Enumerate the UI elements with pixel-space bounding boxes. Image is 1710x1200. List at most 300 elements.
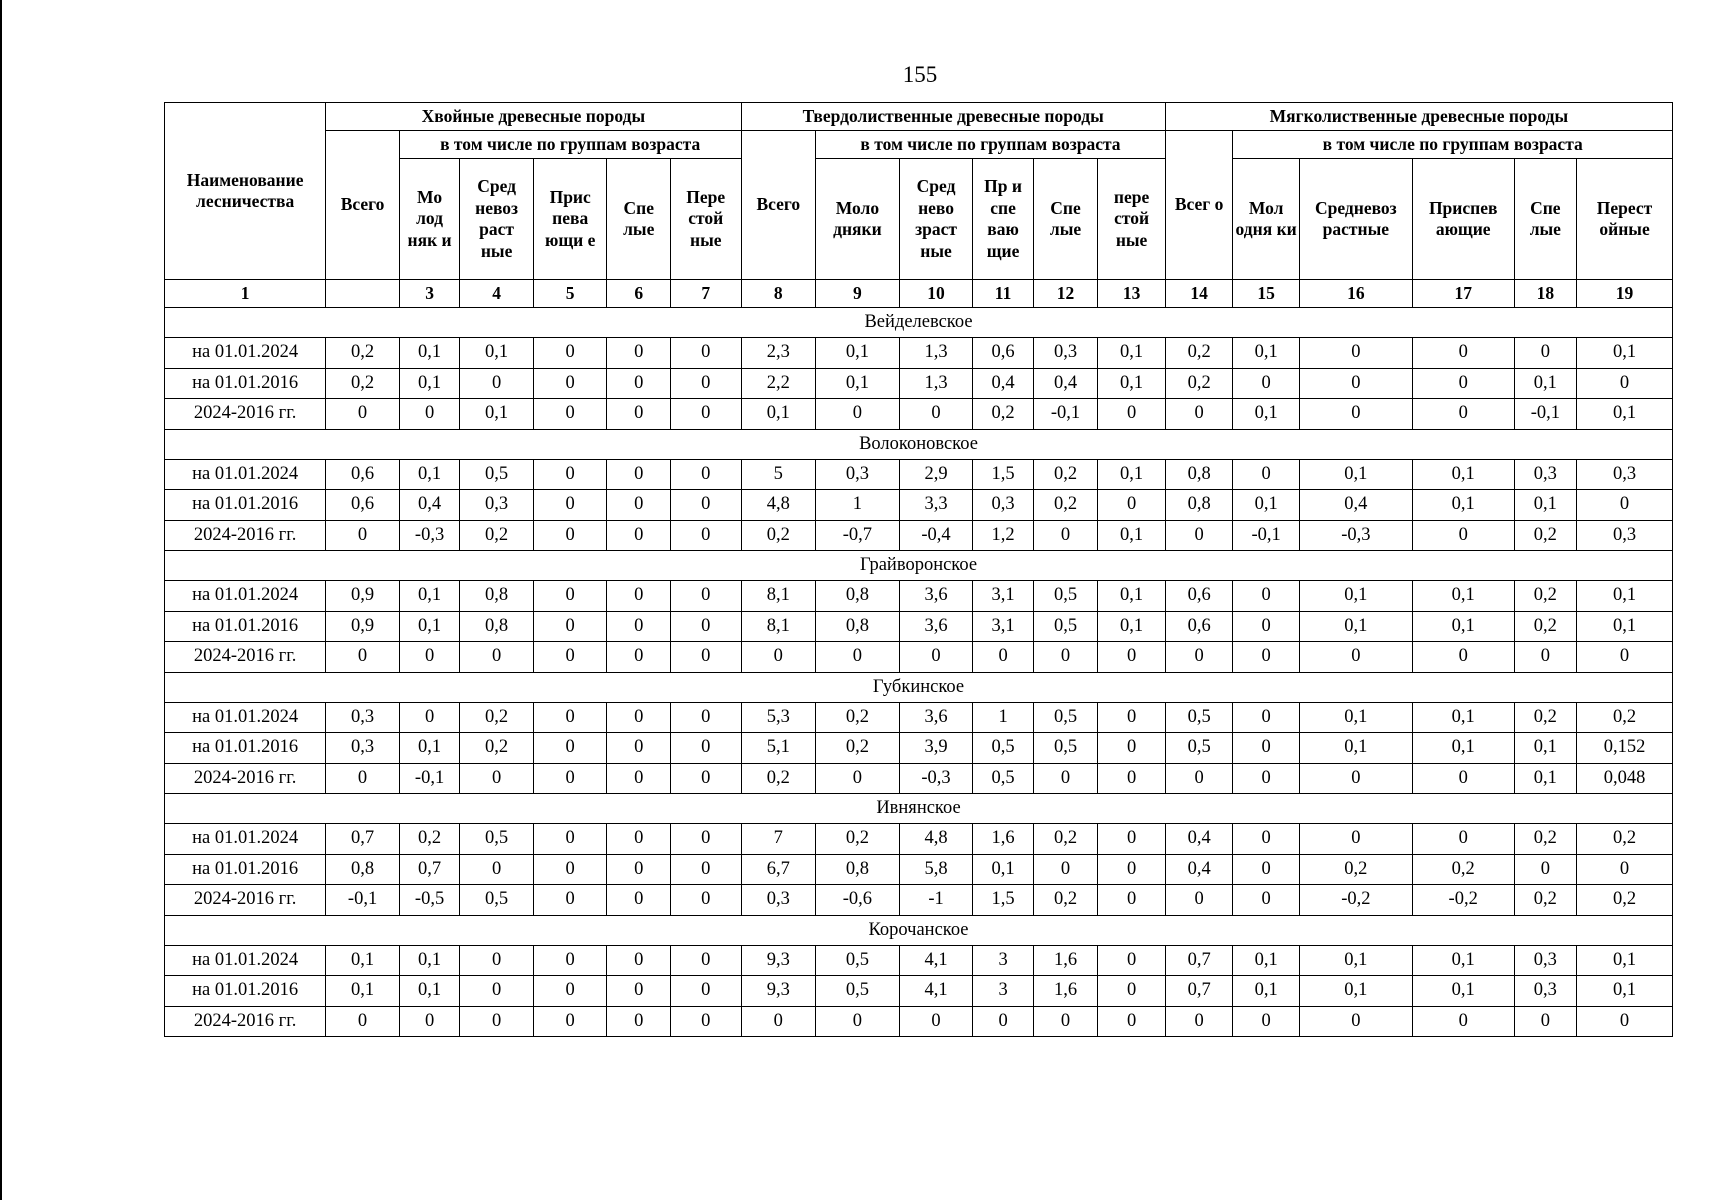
col-number: 9	[816, 280, 900, 308]
table-cell: 0	[1233, 854, 1300, 885]
table-cell: 0	[973, 1006, 1033, 1037]
table-cell: 0,2	[816, 702, 900, 733]
table-cell: 0,1	[1299, 459, 1412, 490]
table-cell: -0,7	[816, 520, 900, 551]
col-number: 6	[607, 280, 671, 308]
table-cell: 0	[1233, 733, 1300, 764]
table-cell: 0	[670, 490, 741, 521]
table-cell: 0	[607, 733, 671, 764]
row-label: на 01.01.2016	[165, 368, 326, 399]
table-cell: 0,6	[326, 490, 400, 521]
table-cell: 0,1	[1233, 945, 1300, 976]
table-cell: 0	[460, 854, 534, 885]
table-cell: 0,2	[1514, 611, 1576, 642]
table-cell: 0	[1412, 1006, 1514, 1037]
table-cell: -0,3	[899, 763, 973, 794]
section-row	[165, 551, 1673, 581]
table-cell: 0	[1412, 642, 1514, 673]
table-cell: -0,6	[816, 885, 900, 916]
table-cell: 0	[1098, 763, 1166, 794]
table-cell: 0	[1098, 702, 1166, 733]
table-cell: 0,8	[816, 611, 900, 642]
table-cell: 0,7	[1165, 945, 1233, 976]
table-cell: 0	[533, 824, 607, 855]
table-cell: 0	[533, 459, 607, 490]
table-cell: 0,1	[1098, 611, 1166, 642]
table-cell: 0	[607, 945, 671, 976]
table-row	[165, 945, 1673, 976]
row-label: 2024-2016 гг.	[165, 642, 326, 673]
table-cell: 1,6	[973, 824, 1033, 855]
row-label: на 01.01.2024	[165, 338, 326, 369]
table-cell: 1,3	[899, 368, 973, 399]
table-cell: 0	[1098, 490, 1166, 521]
table-cell: 0	[533, 611, 607, 642]
table-cell: 0,8	[816, 581, 900, 612]
table-cell: 1	[973, 702, 1033, 733]
table-cell: 0	[1514, 642, 1576, 673]
table-cell: 0,5	[460, 824, 534, 855]
table-cell: 0	[670, 854, 741, 885]
table-cell: 2,9	[899, 459, 973, 490]
row-label: на 01.01.2016	[165, 733, 326, 764]
table-cell: 0	[1233, 763, 1300, 794]
col-header-conifer-age-1: Мо лод няк и	[399, 159, 459, 280]
table-row	[165, 338, 1673, 369]
row-label: 2024-2016 гг.	[165, 1006, 326, 1037]
table-cell: 0	[899, 399, 973, 430]
table-cell: 0	[460, 642, 534, 673]
row-label: на 01.01.2024	[165, 581, 326, 612]
section-title: Ивнянское	[165, 794, 1673, 824]
table-cell: 0	[533, 976, 607, 1007]
table-cell: 0,5	[1033, 733, 1098, 764]
table-cell: 0	[1098, 854, 1166, 885]
table-cell: 0	[1165, 763, 1233, 794]
table-cell: 0	[607, 976, 671, 1007]
table-cell: 0	[1412, 763, 1514, 794]
table-cell: 0,3	[1033, 338, 1098, 369]
table-cell: 0	[1233, 702, 1300, 733]
row-label: на 01.01.2016	[165, 854, 326, 885]
table-cell: 0,1	[1412, 490, 1514, 521]
table-cell: 0	[326, 520, 400, 551]
col-header-conifer-age-4: Спе лые	[607, 159, 671, 280]
table-cell: 0,1	[399, 459, 459, 490]
col-number: 3	[399, 280, 459, 308]
table-cell: 0	[1165, 885, 1233, 916]
col-header-softwood-age-1: Мол одня ки	[1233, 159, 1300, 280]
table-cell: 0	[670, 338, 741, 369]
table-cell: 0	[460, 1006, 534, 1037]
table-cell: 0	[816, 399, 900, 430]
table-cell: 0	[399, 399, 459, 430]
table-cell: 0,1	[1299, 976, 1412, 1007]
table-cell: 0,3	[326, 702, 400, 733]
table-cell: 0,1	[1098, 581, 1166, 612]
table-cell: 0	[816, 1006, 900, 1037]
table-cell: 0,1	[1299, 733, 1412, 764]
table-cell: -0,2	[1299, 885, 1412, 916]
table-cell: 0,048	[1577, 763, 1673, 794]
table-cell: 0	[607, 581, 671, 612]
table-cell: 0,2	[816, 824, 900, 855]
table-cell: 0,2	[1514, 520, 1576, 551]
table-cell: 0,5	[460, 885, 534, 916]
col-header-softwood-age-2: Средневоз растные	[1299, 159, 1412, 280]
table-cell: 0	[1233, 611, 1300, 642]
table-cell: 0	[1412, 520, 1514, 551]
table-cell: 0,1	[1577, 945, 1673, 976]
table-cell: 0	[533, 733, 607, 764]
table-cell: 0,1	[1233, 399, 1300, 430]
table-cell: 0,1	[326, 976, 400, 1007]
table-cell: 0,2	[741, 520, 816, 551]
table-cell: 0,5	[460, 459, 534, 490]
table-cell: 0,2	[1165, 368, 1233, 399]
table-cell: 4,1	[899, 976, 973, 1007]
col-number: 4	[460, 280, 534, 308]
table-cell: 0,1	[1233, 338, 1300, 369]
table-cell: 0	[1098, 976, 1166, 1007]
table-cell: 0,1	[1299, 581, 1412, 612]
table-cell: 0,4	[973, 368, 1033, 399]
col-number: 12	[1033, 280, 1098, 308]
col-header-total-softwood: Всег о	[1165, 131, 1233, 280]
table-cell: 0,1	[1514, 368, 1576, 399]
table-row	[165, 824, 1673, 855]
table-cell: 0,1	[1098, 368, 1166, 399]
table-cell: 0	[1098, 1006, 1166, 1037]
table-cell: 0	[607, 702, 671, 733]
table-cell: 0	[1577, 490, 1673, 521]
table-cell: 0,7	[326, 824, 400, 855]
table-cell: 0	[670, 885, 741, 916]
table-cell: 0,8	[326, 854, 400, 885]
table-cell: 0	[1514, 338, 1576, 369]
table-cell: 0	[1412, 824, 1514, 855]
table-cell: 0	[670, 824, 741, 855]
table-cell: 0	[533, 1006, 607, 1037]
table-cell: -0,1	[326, 885, 400, 916]
table-cell: 0,2	[1033, 490, 1098, 521]
col-header-conifer-age-3: Прис пева ющи е	[533, 159, 607, 280]
table-row	[165, 520, 1673, 551]
table-cell: 0,1	[1412, 611, 1514, 642]
table-cell: 0	[1033, 854, 1098, 885]
table-cell: 0	[1098, 824, 1166, 855]
table-cell: 0	[1577, 368, 1673, 399]
table-cell: 0,2	[1514, 581, 1576, 612]
table-cell: 0,1	[399, 945, 459, 976]
table-cell: 0,1	[1514, 733, 1576, 764]
col-header-hardwood-age-2: Сред нево зраст ные	[899, 159, 973, 280]
table-cell: -0,2	[1412, 885, 1514, 916]
table-row	[165, 1006, 1673, 1037]
table-cell: 1,6	[1033, 976, 1098, 1007]
table-cell: 0	[1299, 642, 1412, 673]
table-row	[165, 399, 1673, 430]
table-row	[165, 763, 1673, 794]
table-cell: 0,3	[460, 490, 534, 521]
table-cell: 0,2	[1514, 702, 1576, 733]
section-title: Корочанское	[165, 915, 1673, 945]
table-cell: 0,1	[1412, 945, 1514, 976]
table-cell: 3,9	[899, 733, 973, 764]
table-cell: 0,2	[1514, 824, 1576, 855]
table-cell: 0	[899, 1006, 973, 1037]
table-row	[165, 642, 1673, 673]
table-cell: 0	[1299, 1006, 1412, 1037]
table-cell: 0,4	[399, 490, 459, 521]
table-cell: 0,3	[816, 459, 900, 490]
table-cell: 0,2	[1033, 824, 1098, 855]
table-cell: 0	[607, 338, 671, 369]
table-cell: 0,1	[816, 368, 900, 399]
table-cell: 0	[1233, 642, 1300, 673]
table-cell: 0	[1098, 733, 1166, 764]
group-header-conifer: Хвойные древесные породы	[326, 103, 741, 131]
table-cell: 0	[741, 1006, 816, 1037]
table-cell: 0,6	[1165, 611, 1233, 642]
table-cell: 0,1	[460, 399, 534, 430]
table-cell: 0,6	[1165, 581, 1233, 612]
table-cell: 7	[741, 824, 816, 855]
table-cell: 0	[1033, 642, 1098, 673]
table-cell: 3,3	[899, 490, 973, 521]
table-cell: 0,1	[1412, 581, 1514, 612]
table-cell: 0	[670, 945, 741, 976]
table-cell: 0,152	[1577, 733, 1673, 764]
table-cell: 0,3	[1514, 945, 1576, 976]
col-number: 1	[165, 280, 326, 308]
col-number: 13	[1098, 280, 1166, 308]
table-cell: 1,3	[899, 338, 973, 369]
col-number: 7	[670, 280, 741, 308]
table-cell: 0,5	[816, 945, 900, 976]
table-cell: 0,3	[1577, 459, 1673, 490]
table-cell: 0	[899, 642, 973, 673]
table-cell: -0,1	[1514, 399, 1576, 430]
table-cell: 0	[816, 763, 900, 794]
col-number	[326, 280, 400, 308]
table-cell: 0,6	[326, 459, 400, 490]
table-cell: 0,1	[1299, 945, 1412, 976]
table-cell: 0	[1098, 399, 1166, 430]
table-cell: 0	[460, 945, 534, 976]
table-cell: 0,8	[816, 854, 900, 885]
table-cell: 0,2	[1033, 885, 1098, 916]
table-cell: 0	[1577, 1006, 1673, 1037]
table-cell: 0,1	[1098, 338, 1166, 369]
table-cell: 0	[1165, 642, 1233, 673]
table-cell: 0	[670, 976, 741, 1007]
table-cell: 0,4	[1165, 824, 1233, 855]
table-cell: 0,1	[1577, 338, 1673, 369]
table-cell: 0	[1412, 368, 1514, 399]
col-number: 17	[1412, 280, 1514, 308]
table-cell: 0,5	[1033, 611, 1098, 642]
table-cell: 0	[607, 611, 671, 642]
section-row	[165, 308, 1673, 338]
col-number: 10	[899, 280, 973, 308]
col-header-name: Наименование лесничества	[165, 103, 326, 280]
table-cell: 0	[1098, 642, 1166, 673]
table-cell: 0	[1233, 368, 1300, 399]
page-number: 155	[902, 62, 938, 87]
table-cell: 1,5	[973, 885, 1033, 916]
table-cell: 0	[1098, 945, 1166, 976]
table-cell: 0,1	[1233, 976, 1300, 1007]
table-cell: 0,1	[816, 338, 900, 369]
table-cell: 0,1	[1577, 611, 1673, 642]
table-cell: 3	[973, 976, 1033, 1007]
table-cell: -0,3	[1299, 520, 1412, 551]
table-cell: 0	[607, 399, 671, 430]
section-title: Губкинское	[165, 672, 1673, 702]
section-row	[165, 794, 1673, 824]
row-label: 2024-2016 гг.	[165, 399, 326, 430]
table-cell: 0	[607, 763, 671, 794]
col-header-softwood-age-5: Перест ойные	[1577, 159, 1673, 280]
table-cell: 0	[460, 976, 534, 1007]
table-cell: 0	[1233, 581, 1300, 612]
table-cell: 0,6	[973, 338, 1033, 369]
section-title: Грайворонское	[165, 551, 1673, 581]
table-cell: 0	[533, 854, 607, 885]
table-cell: 0,2	[1412, 854, 1514, 885]
table-cell: 0	[1098, 885, 1166, 916]
table-cell: 0,1	[1098, 520, 1166, 551]
col-number: 16	[1299, 280, 1412, 308]
subgroup-header-hardwood: в том числе по группам возраста	[816, 131, 1166, 159]
table-cell: 0,3	[1514, 976, 1576, 1007]
table-cell: 0	[1299, 368, 1412, 399]
table-row	[165, 885, 1673, 916]
section-title: Волоконовское	[165, 429, 1673, 459]
table-cell: 0,2	[399, 824, 459, 855]
table-cell: 0	[460, 368, 534, 399]
table-cell: 3,6	[899, 611, 973, 642]
table-cell: 0,1	[1299, 611, 1412, 642]
table-cell: 0	[816, 642, 900, 673]
table-cell: 0,1	[460, 338, 534, 369]
table-cell: 0,2	[973, 399, 1033, 430]
table-cell: 0	[1165, 399, 1233, 430]
table-cell: -0,5	[399, 885, 459, 916]
table-cell: 0,9	[326, 611, 400, 642]
table-cell: 0	[533, 338, 607, 369]
col-number: 18	[1514, 280, 1576, 308]
table-cell: 0,2	[1033, 459, 1098, 490]
table-cell: 4,8	[899, 824, 973, 855]
col-header-softwood-age-3: Приспев ающие	[1412, 159, 1514, 280]
table-cell: 5,8	[899, 854, 973, 885]
table-cell: 1	[816, 490, 900, 521]
row-label: 2024-2016 гг.	[165, 885, 326, 916]
table-cell: 0	[1233, 885, 1300, 916]
table-cell: 0	[1299, 338, 1412, 369]
table-cell: 0	[399, 1006, 459, 1037]
table-cell: 0,1	[1577, 581, 1673, 612]
table-cell: 0,5	[1033, 581, 1098, 612]
table-cell: 0,1	[399, 581, 459, 612]
table-cell: 0	[533, 368, 607, 399]
table-cell: 0	[670, 1006, 741, 1037]
col-header-conifer-age-2: Сред невоз раст ные	[460, 159, 534, 280]
table-row	[165, 611, 1673, 642]
table-cell: 9,3	[741, 976, 816, 1007]
table-cell: 0	[533, 581, 607, 612]
section-row	[165, 429, 1673, 459]
table-cell: 0	[326, 763, 400, 794]
table-cell: 0	[607, 824, 671, 855]
table-cell: 0	[1577, 642, 1673, 673]
row-label: на 01.01.2016	[165, 611, 326, 642]
table-cell: 6,7	[741, 854, 816, 885]
table-cell: 0	[1514, 854, 1576, 885]
table-cell: 0	[1233, 459, 1300, 490]
row-label: на 01.01.2024	[165, 702, 326, 733]
table-row	[165, 459, 1673, 490]
subgroup-header-softwood: в том числе по группам возраста	[1233, 131, 1673, 159]
table-cell: 0	[670, 763, 741, 794]
table-cell: 0	[1233, 824, 1300, 855]
table-cell: 0,5	[1165, 733, 1233, 764]
table-cell: 0,3	[1577, 520, 1673, 551]
table-cell: 0	[670, 702, 741, 733]
table-cell: 0,2	[1577, 702, 1673, 733]
col-number: 15	[1233, 280, 1300, 308]
table-cell: 0	[1033, 1006, 1098, 1037]
table-cell: 0,3	[1514, 459, 1576, 490]
col-number: 5	[533, 280, 607, 308]
table-cell: 8,1	[741, 581, 816, 612]
table-cell: -0,1	[399, 763, 459, 794]
table-cell: 0	[399, 702, 459, 733]
table-cell: -1	[899, 885, 973, 916]
table-cell: 0	[1033, 520, 1098, 551]
table-row	[165, 733, 1673, 764]
table-cell: 0,1	[1299, 702, 1412, 733]
table-cell: 0,1	[1412, 976, 1514, 1007]
table-cell: 5,3	[741, 702, 816, 733]
table-cell: 0	[973, 642, 1033, 673]
table-cell: 0,2	[1514, 885, 1576, 916]
table-cell: 0,1	[1098, 459, 1166, 490]
table-cell: 0	[533, 642, 607, 673]
table-cell: 0	[533, 945, 607, 976]
table-cell: 0,2	[741, 763, 816, 794]
table-cell: 0	[1299, 399, 1412, 430]
table-cell: 0	[670, 733, 741, 764]
table-cell: 0	[607, 885, 671, 916]
table-cell: 3	[973, 945, 1033, 976]
table-cell: 0,2	[460, 520, 534, 551]
table-cell: 0	[607, 854, 671, 885]
table-cell: 0	[670, 520, 741, 551]
table-row	[165, 702, 1673, 733]
row-label: 2024-2016 гг.	[165, 763, 326, 794]
row-label: 2024-2016 гг.	[165, 520, 326, 551]
col-header-hardwood-age-4: Спе лые	[1033, 159, 1098, 280]
table-cell: 0,3	[973, 490, 1033, 521]
table-cell: 0,1	[399, 368, 459, 399]
table-cell: 0	[670, 459, 741, 490]
table-cell: 0	[607, 490, 671, 521]
table-cell: 0	[1299, 824, 1412, 855]
section-row	[165, 672, 1673, 702]
